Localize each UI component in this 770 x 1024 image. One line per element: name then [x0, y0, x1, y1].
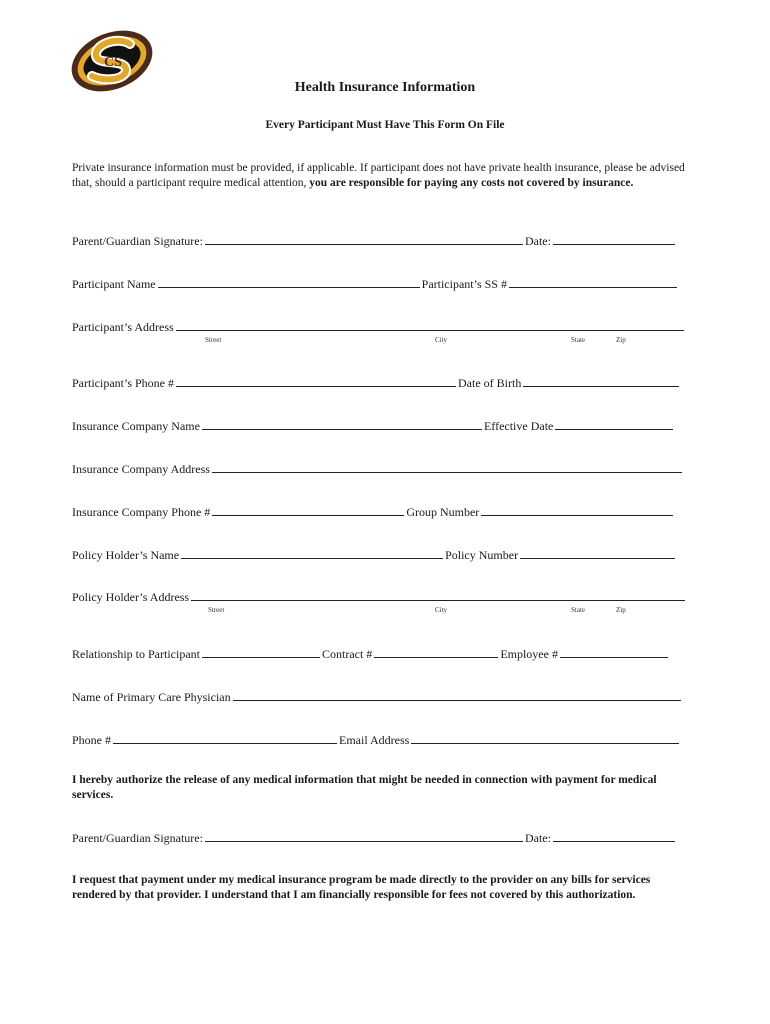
group-number-label: Group Number	[406, 505, 480, 519]
physician-row	[72, 688, 683, 705]
contract-label: Contract #	[321, 647, 373, 661]
policy-holder-name-label: Policy Holder’s Name	[72, 548, 180, 562]
date-field-2[interactable]	[553, 829, 675, 842]
employee-label: Employee #	[500, 647, 558, 661]
participant-phone-row	[72, 374, 681, 391]
participant-ss-field[interactable]	[509, 275, 677, 288]
ins-company-phone-label: Insurance Company Phone #	[72, 505, 211, 519]
address2-street-hint: Street	[208, 606, 225, 614]
participant-name-row	[72, 275, 679, 292]
employee-field[interactable]	[560, 645, 668, 658]
ins-company-name-field[interactable]	[202, 417, 482, 430]
date-field[interactable]	[553, 232, 675, 245]
policy-number-field[interactable]	[520, 546, 675, 559]
policy-holder-name-row	[72, 546, 677, 563]
participant-name-field[interactable]	[158, 275, 420, 288]
signature-row-1	[72, 232, 677, 249]
group-number-field[interactable]	[481, 503, 673, 516]
address2-state-hint: State	[571, 606, 585, 614]
date-label-2: Date:	[524, 831, 551, 845]
physician-label: Name of Primary Care Physician	[72, 690, 231, 704]
ins-phone-row	[72, 503, 675, 520]
signature-field[interactable]	[205, 232, 523, 245]
address-state-hint: State	[571, 336, 585, 344]
intro-text: Private insurance information must be provided, if applicable. If participant does not have private health insurance, please be advised that, should a participant require medical attention,	[72, 162, 685, 189]
address2-city-hint: City	[435, 606, 448, 614]
phone-field[interactable]	[113, 731, 337, 744]
dob-field[interactable]	[523, 374, 679, 387]
policy-number-label: Policy Number	[445, 548, 519, 562]
relationship-label: Relationship to Participant	[72, 647, 200, 661]
date-label: Date:	[524, 234, 551, 248]
signature-row-2	[72, 829, 677, 846]
payment-paragraph: I request that payment under my medical insurance program be made directly to the provider on any bills for services rendered by that provider. I understand that I am financially responsible for fees not covered by this authorization.	[72, 874, 651, 901]
address-zip-hint: Zip	[616, 336, 626, 344]
contract-field[interactable]	[374, 645, 498, 658]
address2-zip-hint: Zip	[616, 606, 626, 614]
page-title: Health Insurance Information	[294, 80, 476, 95]
intro-paragraph	[72, 161, 697, 190]
intro-bold-text: you are responsible for paying any costs not covered by insurance.	[309, 176, 634, 189]
participant-name-label: Participant Name	[72, 277, 156, 291]
ins-company-address-field[interactable]	[212, 460, 682, 473]
policy-holder-address-label: Policy Holder’s Address	[72, 590, 190, 604]
address-city-hint: City	[435, 336, 448, 344]
policy-holder-address-row	[72, 588, 687, 605]
participant-address-label: Participant’s Address	[72, 320, 174, 334]
effective-date-field[interactable]	[555, 417, 673, 430]
relationship-field[interactable]	[202, 645, 320, 658]
ins-company-name-row	[72, 417, 675, 434]
address-street-hint: Street	[205, 336, 222, 344]
relationship-row	[72, 645, 670, 662]
participant-phone-label: Participant’s Phone #	[72, 376, 174, 390]
authorization-paragraph: I hereby authorize the release of any medical information that might be needed in connection with payment for medical services.	[72, 774, 657, 801]
ins-company-address-label: Insurance Company Address	[72, 462, 210, 476]
policy-holder-address-field[interactable]	[191, 588, 685, 601]
ins-company-address-row	[72, 460, 684, 477]
email-label: Email Address	[339, 733, 410, 747]
email-field[interactable]	[411, 731, 679, 744]
signature-label: Parent/Guardian Signature:	[72, 234, 203, 248]
signature-label-2: Parent/Guardian Signature:	[72, 831, 203, 845]
participant-ss-label: Participant’s SS #	[421, 277, 507, 291]
participant-address-row	[72, 318, 686, 335]
effective-date-label: Effective Date	[483, 419, 554, 433]
signature-field-2[interactable]	[205, 829, 523, 842]
participant-address-field[interactable]	[176, 318, 684, 331]
dob-label: Date of Birth	[458, 376, 522, 390]
ins-company-phone-field[interactable]	[212, 503, 404, 516]
participant-phone-field[interactable]	[176, 374, 456, 387]
page-subtitle: Every Participant Must Have This Form On File	[265, 119, 505, 131]
phone-label: Phone #	[72, 733, 111, 747]
physician-field[interactable]	[233, 688, 681, 701]
logo-monogram: CS	[104, 55, 122, 70]
policy-holder-name-field[interactable]	[181, 546, 443, 559]
contact-row	[72, 731, 681, 748]
ins-company-name-label: Insurance Company Name	[72, 419, 200, 433]
